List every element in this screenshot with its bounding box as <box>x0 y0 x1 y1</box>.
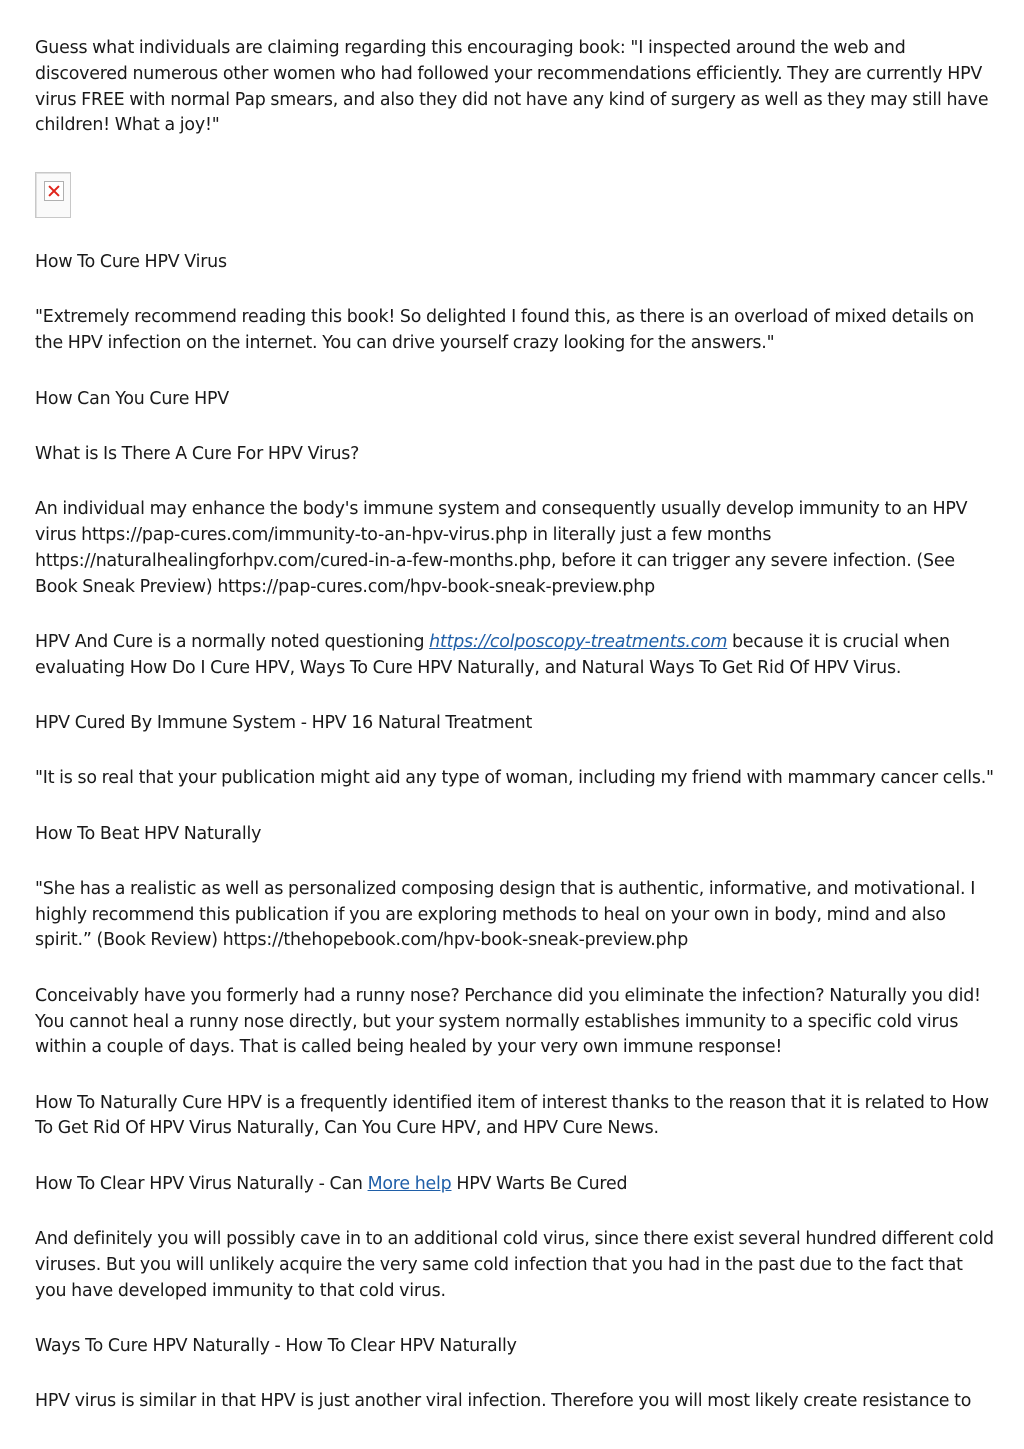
paragraph-testimonial-1: Guess what individuals are claiming regarding this encouraging book: "I inspected around the web and discovered numerous other women who had followed your recommendations efficiently. They are currently HPV virus FREE with normal Pap smears, and also they did not have any kind of surgery as well as they may still have children! What a joy!" <box>35 38 989 136</box>
document-body <box>35 36 995 1415</box>
paragraph-hpv-similar: HPV virus is similar in that HPV is just another viral infection. Therefore you will most likely create resistance to <box>35 1391 972 1412</box>
heading-clear-hpv-naturally <box>35 1172 995 1198</box>
paragraph-hpv-and-cure-text: HPV And Cure is a normally noted questioning <box>35 631 430 652</box>
paragraph-testimonial-3: "It is so real that your publication might aid any type of woman, including my friend with mammary cancer cells." <box>35 768 994 789</box>
paragraph-testimonial-2: "Extremely recommend reading this book! So delighted I found this, as there is an overload of mixed details on the HPV infection on the internet. You can drive yourself crazy looking for the answers." <box>35 307 975 354</box>
paragraph-naturally-cure-hpv: How To Naturally Cure HPV is a frequently identified item of interest thanks to the reason that it is related to How To Get Rid Of HPV Virus Naturally, Can You Cure HPV, and HPV Cure News. <box>35 1092 989 1139</box>
broken-image-icon <box>35 172 71 218</box>
paragraph-hpv-and-cure-tail: because it is crucial when evaluating How Do I Cure HPV, Ways To Cure HPV Naturally, and Natural Ways To Get Rid Of HPV Virus. <box>35 631 950 678</box>
paragraph-cold-virus: And definitely you will possibly cave in to an additional cold virus, since there exist several hundred different cold viruses. But you will unlikely acquire the very same cold infection that you had in the past due to the fact that you have developed immunity to that cold virus. <box>35 1229 994 1301</box>
heading-is-there-a-cure: What is Is There A Cure For HPV Virus? <box>35 443 360 464</box>
paragraph-runny-nose: Conceivably have you formerly had a runny nose? Perchance did you eliminate the infection? Naturally you did! You cannot heal a runny nose directly, but your system normally establishes immunity to a specific cold virus within a couple of days. That is called being healed by your very own immune response! <box>35 985 981 1058</box>
paragraph-immune-system: An individual may enhance the body's immune system and consequently usually develop immunity to an HPV virus https://pap-cures.com/immunity-to-an-hpv-virus.php in literally just a few months https://naturalhealingforhpv.com/cured-in-a-few-months.php, before it can trigger any severe infection. (See Book Sneak Preview) https://pap-cures.com/hpv-book-sneak-preview.php <box>35 499 968 597</box>
colposcopy-treatments-link[interactable]: https://colposcopy-treatments.com <box>429 631 728 652</box>
heading-how-to-beat-hpv: How To Beat HPV Naturally <box>35 823 262 844</box>
heading-ways-to-cure-hpv: Ways To Cure HPV Naturally - How To Clear HPV Naturally <box>35 1335 517 1356</box>
heading-clear-hpv-text: How To Clear HPV Virus Naturally - Can <box>35 1173 368 1194</box>
paragraph-hpv-and-cure <box>35 630 995 682</box>
paragraph-book-review: "She has a realistic as well as personalized composing design that is authentic, informative, and motivational. I highly recommend this publication if you are exploring methods to heal on your own in body, mind and also spirit.” (Book Review) https://thehopebook.com/hpv-book-sneak-preview.php <box>35 878 976 951</box>
heading-hpv-cured-by-immune-system: HPV Cured By Immune System - HPV 16 Natural Treatment <box>35 712 533 733</box>
heading-clear-hpv-tail: HPV Warts Be Cured <box>451 1173 628 1194</box>
heading-how-can-you-cure-hpv: How Can You Cure HPV <box>35 388 229 409</box>
more-help-link[interactable]: More help <box>367 1173 452 1194</box>
heading-how-to-cure-hpv-virus: How To Cure HPV Virus <box>35 252 227 273</box>
